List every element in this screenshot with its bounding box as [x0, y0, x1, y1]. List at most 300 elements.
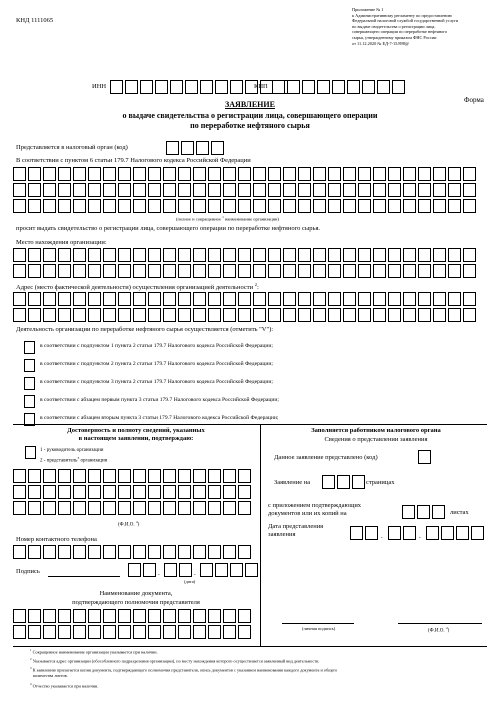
- char-cell[interactable]: [133, 167, 146, 181]
- char-cell[interactable]: [88, 292, 101, 306]
- char-cell[interactable]: [358, 199, 371, 213]
- char-cell[interactable]: [133, 501, 146, 515]
- char-cell[interactable]: [403, 248, 416, 262]
- char-cell[interactable]: [73, 308, 86, 322]
- char-cell[interactable]: [28, 264, 41, 278]
- char-cell[interactable]: [403, 526, 416, 540]
- char-cell[interactable]: [208, 264, 221, 278]
- char-cell[interactable]: [253, 308, 266, 322]
- char-cell[interactable]: [148, 199, 161, 213]
- char-cell[interactable]: [358, 183, 371, 197]
- char-cell[interactable]: [28, 545, 41, 559]
- char-cell[interactable]: [163, 485, 176, 499]
- char-cell[interactable]: [103, 248, 116, 262]
- char-cell[interactable]: [118, 183, 131, 197]
- char-cell[interactable]: [163, 199, 176, 213]
- char-cell[interactable]: [313, 167, 326, 181]
- char-cell[interactable]: [352, 475, 365, 489]
- char-cell[interactable]: [463, 183, 476, 197]
- char-cell[interactable]: [133, 264, 146, 278]
- char-cell[interactable]: [238, 264, 251, 278]
- char-cell[interactable]: [298, 167, 311, 181]
- char-cell[interactable]: [208, 308, 221, 322]
- char-cell[interactable]: [253, 199, 266, 213]
- char-cell[interactable]: [268, 264, 281, 278]
- char-cell[interactable]: [178, 248, 191, 262]
- char-cell[interactable]: [58, 469, 71, 483]
- char-cell[interactable]: [163, 625, 176, 639]
- char-cell[interactable]: [73, 183, 86, 197]
- char-cell[interactable]: [43, 264, 56, 278]
- char-cell[interactable]: [223, 609, 236, 623]
- char-cell[interactable]: [163, 545, 176, 559]
- char-cell[interactable]: [13, 609, 26, 623]
- char-cell[interactable]: [178, 485, 191, 499]
- char-cell[interactable]: [148, 545, 161, 559]
- char-cell[interactable]: [223, 292, 236, 306]
- char-cell[interactable]: [328, 167, 341, 181]
- char-cell[interactable]: [118, 501, 131, 515]
- char-cell[interactable]: [208, 167, 221, 181]
- char-cell[interactable]: [253, 248, 266, 262]
- char-cell[interactable]: [163, 292, 176, 306]
- char-cell[interactable]: [463, 264, 476, 278]
- char-cell[interactable]: [373, 248, 386, 262]
- char-cell[interactable]: [402, 505, 415, 519]
- char-cell[interactable]: [181, 141, 194, 155]
- char-cell[interactable]: [417, 505, 430, 519]
- char-cell[interactable]: [328, 308, 341, 322]
- char-cell[interactable]: [178, 308, 191, 322]
- char-cell[interactable]: [373, 264, 386, 278]
- char-cell[interactable]: [253, 264, 266, 278]
- char-cell[interactable]: [208, 485, 221, 499]
- char-cell[interactable]: [178, 609, 191, 623]
- tax-authority-code[interactable]: [166, 141, 226, 155]
- char-cell[interactable]: [88, 264, 101, 278]
- char-cell[interactable]: [433, 292, 446, 306]
- char-cell[interactable]: [463, 308, 476, 322]
- char-cell[interactable]: [58, 609, 71, 623]
- char-cell[interactable]: [350, 526, 363, 540]
- char-cell[interactable]: [178, 183, 191, 197]
- char-cell[interactable]: [193, 469, 206, 483]
- char-cell[interactable]: [208, 625, 221, 639]
- char-cell[interactable]: [43, 199, 56, 213]
- char-cell[interactable]: [298, 292, 311, 306]
- char-cell[interactable]: [313, 308, 326, 322]
- char-cell[interactable]: [418, 183, 431, 197]
- char-cell[interactable]: [298, 199, 311, 213]
- char-cell[interactable]: [223, 248, 236, 262]
- char-cell[interactable]: [178, 625, 191, 639]
- char-cell[interactable]: [13, 199, 26, 213]
- char-cell[interactable]: [43, 183, 56, 197]
- char-cell[interactable]: [88, 609, 101, 623]
- char-cell[interactable]: [43, 469, 56, 483]
- pages-count[interactable]: [322, 475, 367, 489]
- char-cell[interactable]: [13, 264, 26, 278]
- char-cell[interactable]: [433, 183, 446, 197]
- char-cell[interactable]: [88, 308, 101, 322]
- char-cell[interactable]: [283, 308, 296, 322]
- char-cell[interactable]: [418, 292, 431, 306]
- char-cell[interactable]: [313, 248, 326, 262]
- char-cell[interactable]: [283, 292, 296, 306]
- char-cell[interactable]: [448, 248, 461, 262]
- char-cell[interactable]: [208, 292, 221, 306]
- char-cell[interactable]: [343, 199, 356, 213]
- char-cell[interactable]: [337, 475, 350, 489]
- char-cell[interactable]: [448, 308, 461, 322]
- char-cell[interactable]: [13, 292, 26, 306]
- char-cell[interactable]: [328, 248, 341, 262]
- char-cell[interactable]: [230, 80, 243, 94]
- char-cell[interactable]: [178, 501, 191, 515]
- char-cell[interactable]: [118, 308, 131, 322]
- char-cell[interactable]: [418, 264, 431, 278]
- char-cell[interactable]: [268, 199, 281, 213]
- char-cell[interactable]: [365, 526, 378, 540]
- char-cell[interactable]: [253, 183, 266, 197]
- char-cell[interactable]: [193, 292, 206, 306]
- char-cell[interactable]: [43, 625, 56, 639]
- char-cell[interactable]: [118, 545, 131, 559]
- char-cell[interactable]: [28, 625, 41, 639]
- char-cell[interactable]: [238, 625, 251, 639]
- char-cell[interactable]: [178, 264, 191, 278]
- char-cell[interactable]: [347, 80, 360, 94]
- char-cell[interactable]: [13, 469, 26, 483]
- char-cell[interactable]: [28, 485, 41, 499]
- char-cell[interactable]: [73, 292, 86, 306]
- char-cell[interactable]: [343, 167, 356, 181]
- char-cell[interactable]: [268, 167, 281, 181]
- char-cell[interactable]: [103, 501, 116, 515]
- char-cell[interactable]: [208, 199, 221, 213]
- char-cell[interactable]: [13, 545, 26, 559]
- char-cell[interactable]: [193, 183, 206, 197]
- char-cell[interactable]: [185, 80, 198, 94]
- char-cell[interactable]: [238, 248, 251, 262]
- char-cell[interactable]: [13, 625, 26, 639]
- date-month[interactable]: [164, 563, 194, 577]
- char-cell[interactable]: [118, 248, 131, 262]
- char-cell[interactable]: [103, 485, 116, 499]
- char-cell[interactable]: [103, 609, 116, 623]
- char-cell[interactable]: [143, 563, 156, 577]
- char-cell[interactable]: [200, 80, 213, 94]
- char-cell[interactable]: [358, 308, 371, 322]
- char-cell[interactable]: [58, 485, 71, 499]
- submission-date-month[interactable]: [388, 526, 418, 540]
- char-cell[interactable]: [208, 248, 221, 262]
- char-cell[interactable]: [178, 469, 191, 483]
- char-cell[interactable]: [358, 264, 371, 278]
- char-cell[interactable]: [43, 248, 56, 262]
- char-cell[interactable]: [223, 199, 236, 213]
- char-cell[interactable]: [88, 199, 101, 213]
- char-cell[interactable]: [148, 501, 161, 515]
- char-cell[interactable]: [268, 308, 281, 322]
- char-cell[interactable]: [193, 167, 206, 181]
- char-cell[interactable]: [223, 485, 236, 499]
- char-cell[interactable]: [133, 609, 146, 623]
- char-cell[interactable]: [358, 248, 371, 262]
- char-cell[interactable]: [133, 625, 146, 639]
- char-cell[interactable]: [403, 167, 416, 181]
- char-cell[interactable]: [133, 308, 146, 322]
- char-cell[interactable]: [283, 248, 296, 262]
- char-cell[interactable]: [28, 292, 41, 306]
- char-cell[interactable]: [73, 625, 86, 639]
- char-cell[interactable]: [28, 183, 41, 197]
- char-cell[interactable]: [88, 248, 101, 262]
- char-cell[interactable]: [230, 563, 243, 577]
- char-cell[interactable]: [343, 308, 356, 322]
- char-cell[interactable]: [238, 545, 251, 559]
- char-cell[interactable]: [73, 609, 86, 623]
- char-cell[interactable]: [148, 308, 161, 322]
- char-cell[interactable]: [403, 264, 416, 278]
- char-cell[interactable]: [28, 199, 41, 213]
- char-cell[interactable]: [343, 264, 356, 278]
- char-cell[interactable]: [215, 80, 228, 94]
- char-cell[interactable]: [215, 563, 228, 577]
- char-cell[interactable]: [433, 248, 446, 262]
- char-cell[interactable]: [388, 526, 401, 540]
- char-cell[interactable]: [238, 292, 251, 306]
- char-cell[interactable]: [283, 199, 296, 213]
- char-cell[interactable]: [170, 80, 183, 94]
- char-cell[interactable]: [358, 292, 371, 306]
- char-cell[interactable]: [313, 264, 326, 278]
- char-cell[interactable]: [313, 199, 326, 213]
- char-cell[interactable]: [403, 308, 416, 322]
- char-cell[interactable]: [118, 199, 131, 213]
- char-cell[interactable]: [148, 167, 161, 181]
- char-cell[interactable]: [392, 80, 405, 94]
- char-cell[interactable]: [373, 292, 386, 306]
- char-cell[interactable]: [238, 167, 251, 181]
- char-cell[interactable]: [43, 485, 56, 499]
- date-year[interactable]: [200, 563, 260, 577]
- char-cell[interactable]: [283, 264, 296, 278]
- char-cell[interactable]: [163, 469, 176, 483]
- char-cell[interactable]: [73, 264, 86, 278]
- char-cell[interactable]: [73, 199, 86, 213]
- char-cell[interactable]: [283, 167, 296, 181]
- char-cell[interactable]: [148, 469, 161, 483]
- char-cell[interactable]: [388, 264, 401, 278]
- char-cell[interactable]: [223, 469, 236, 483]
- char-cell[interactable]: [43, 609, 56, 623]
- char-cell[interactable]: [328, 264, 341, 278]
- char-cell[interactable]: [58, 167, 71, 181]
- char-cell[interactable]: [448, 183, 461, 197]
- char-cell[interactable]: [238, 609, 251, 623]
- submission-date-day[interactable]: [350, 526, 380, 540]
- char-cell[interactable]: [163, 308, 176, 322]
- char-cell[interactable]: [373, 308, 386, 322]
- char-cell[interactable]: [58, 183, 71, 197]
- char-cell[interactable]: [272, 80, 285, 94]
- char-cell[interactable]: [223, 167, 236, 181]
- char-cell[interactable]: [28, 609, 41, 623]
- sheets-count[interactable]: [402, 505, 447, 519]
- char-cell[interactable]: [298, 264, 311, 278]
- char-cell[interactable]: [148, 292, 161, 306]
- char-cell[interactable]: [456, 526, 469, 540]
- char-cell[interactable]: [88, 485, 101, 499]
- char-cell[interactable]: [88, 167, 101, 181]
- char-cell[interactable]: [208, 609, 221, 623]
- char-cell[interactable]: [166, 141, 179, 155]
- char-cell[interactable]: [133, 545, 146, 559]
- char-cell[interactable]: [322, 475, 335, 489]
- char-cell[interactable]: [193, 625, 206, 639]
- char-cell[interactable]: [238, 501, 251, 515]
- char-cell[interactable]: [193, 485, 206, 499]
- char-cell[interactable]: [403, 183, 416, 197]
- char-cell[interactable]: [163, 183, 176, 197]
- char-cell[interactable]: [238, 485, 251, 499]
- char-cell[interactable]: [28, 248, 41, 262]
- char-cell[interactable]: [448, 292, 461, 306]
- char-cell[interactable]: [58, 248, 71, 262]
- char-cell[interactable]: [223, 545, 236, 559]
- char-cell[interactable]: [238, 308, 251, 322]
- char-cell[interactable]: [118, 469, 131, 483]
- char-cell[interactable]: [73, 501, 86, 515]
- char-cell[interactable]: [238, 469, 251, 483]
- char-cell[interactable]: [223, 308, 236, 322]
- char-cell[interactable]: [441, 526, 454, 540]
- char-cell[interactable]: [403, 199, 416, 213]
- char-cell[interactable]: [193, 248, 206, 262]
- char-cell[interactable]: [88, 183, 101, 197]
- char-cell[interactable]: [148, 485, 161, 499]
- char-cell[interactable]: [148, 183, 161, 197]
- char-cell[interactable]: [426, 526, 439, 540]
- char-cell[interactable]: [448, 199, 461, 213]
- char-cell[interactable]: [103, 183, 116, 197]
- char-cell[interactable]: [118, 485, 131, 499]
- char-cell[interactable]: [208, 469, 221, 483]
- char-cell[interactable]: [118, 609, 131, 623]
- signature-line[interactable]: [48, 576, 120, 577]
- kpp-field[interactable]: [272, 80, 407, 94]
- char-cell[interactable]: [433, 167, 446, 181]
- char-cell[interactable]: [58, 545, 71, 559]
- char-cell[interactable]: [193, 264, 206, 278]
- char-cell[interactable]: [268, 183, 281, 197]
- option-checkbox[interactable]: [24, 395, 35, 408]
- char-cell[interactable]: [88, 545, 101, 559]
- char-cell[interactable]: [373, 167, 386, 181]
- char-cell[interactable]: [88, 501, 101, 515]
- char-cell[interactable]: [58, 199, 71, 213]
- char-cell[interactable]: [88, 469, 101, 483]
- char-cell[interactable]: [388, 183, 401, 197]
- char-cell[interactable]: [179, 563, 192, 577]
- option-checkbox[interactable]: [24, 359, 35, 372]
- char-cell[interactable]: [448, 264, 461, 278]
- char-cell[interactable]: [58, 501, 71, 515]
- char-cell[interactable]: [73, 469, 86, 483]
- char-cell[interactable]: [298, 308, 311, 322]
- char-cell[interactable]: [223, 501, 236, 515]
- char-cell[interactable]: [13, 183, 26, 197]
- char-cell[interactable]: [448, 167, 461, 181]
- char-cell[interactable]: [253, 167, 266, 181]
- char-cell[interactable]: [118, 167, 131, 181]
- char-cell[interactable]: [298, 183, 311, 197]
- char-cell[interactable]: [148, 609, 161, 623]
- char-cell[interactable]: [463, 248, 476, 262]
- char-cell[interactable]: [208, 545, 221, 559]
- option-checkbox[interactable]: [24, 377, 35, 390]
- char-cell[interactable]: [388, 248, 401, 262]
- char-cell[interactable]: [223, 183, 236, 197]
- char-cell[interactable]: [13, 308, 26, 322]
- char-cell[interactable]: [13, 248, 26, 262]
- officer-name-line[interactable]: [398, 623, 482, 624]
- char-cell[interactable]: [388, 308, 401, 322]
- char-cell[interactable]: [463, 167, 476, 181]
- char-cell[interactable]: [103, 545, 116, 559]
- char-cell[interactable]: [418, 308, 431, 322]
- char-cell[interactable]: [238, 199, 251, 213]
- char-cell[interactable]: [362, 80, 375, 94]
- char-cell[interactable]: [125, 80, 138, 94]
- officer-signature-line[interactable]: [282, 623, 354, 624]
- char-cell[interactable]: [418, 450, 431, 464]
- char-cell[interactable]: [317, 80, 330, 94]
- char-cell[interactable]: [73, 248, 86, 262]
- char-cell[interactable]: [268, 248, 281, 262]
- char-cell[interactable]: [28, 501, 41, 515]
- char-cell[interactable]: [313, 183, 326, 197]
- char-cell[interactable]: [418, 167, 431, 181]
- char-cell[interactable]: [118, 292, 131, 306]
- char-cell[interactable]: [358, 167, 371, 181]
- char-cell[interactable]: [178, 545, 191, 559]
- char-cell[interactable]: [103, 264, 116, 278]
- char-cell[interactable]: [163, 609, 176, 623]
- char-cell[interactable]: [328, 183, 341, 197]
- char-cell[interactable]: [196, 141, 209, 155]
- char-cell[interactable]: [73, 167, 86, 181]
- char-cell[interactable]: [268, 292, 281, 306]
- char-cell[interactable]: [163, 501, 176, 515]
- char-cell[interactable]: [193, 609, 206, 623]
- char-cell[interactable]: [58, 308, 71, 322]
- char-cell[interactable]: [103, 199, 116, 213]
- char-cell[interactable]: [148, 248, 161, 262]
- char-cell[interactable]: [140, 80, 153, 94]
- char-cell[interactable]: [208, 501, 221, 515]
- char-cell[interactable]: [163, 167, 176, 181]
- char-cell[interactable]: [13, 501, 26, 515]
- char-cell[interactable]: [164, 563, 177, 577]
- char-cell[interactable]: [298, 248, 311, 262]
- char-cell[interactable]: [13, 167, 26, 181]
- signer-type-checkbox[interactable]: [25, 446, 36, 459]
- char-cell[interactable]: [88, 625, 101, 639]
- char-cell[interactable]: [163, 248, 176, 262]
- char-cell[interactable]: [128, 563, 141, 577]
